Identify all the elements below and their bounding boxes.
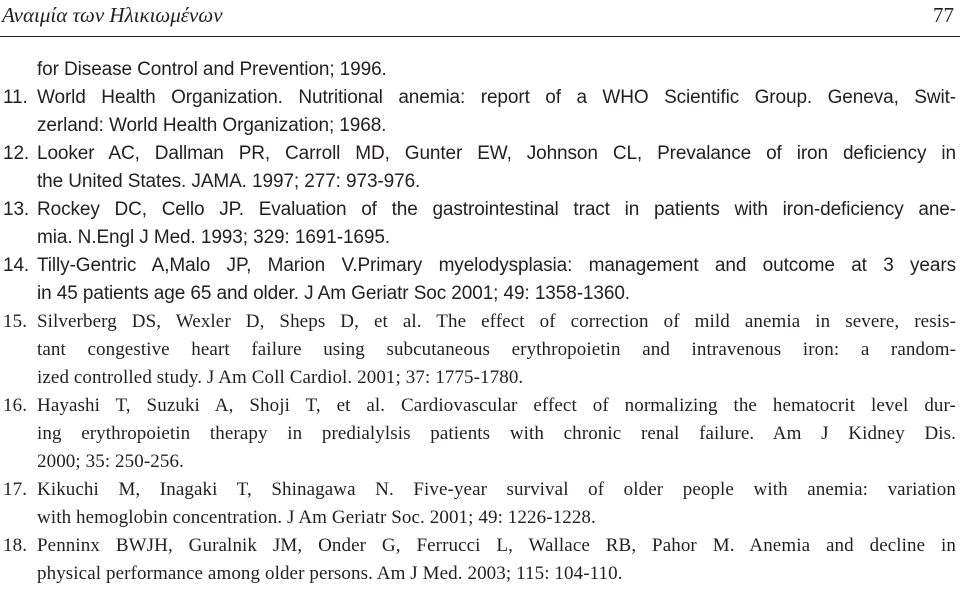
reference-number: 11. [3,87,28,108]
reference-line: ing erythropoietin therapy in predialylsis patients with chronic renal failure. Am J Kidney Dis. [37,423,956,444]
reference-item [0,140,956,196]
reference-text: World Health Organization. Nutritional anemia: report of a WHO Scientific Group. Geneva, Swit- [37,87,956,108]
running-header [0,0,960,37]
reference-item [0,308,956,392]
reference-line: zerland: World Health Organization; 1968. [37,115,387,136]
reference-text: Silverberg DS, Wexler D, Sheps D, et al. The effect of correction of mild anemia in severe, resis- [37,311,956,332]
reference-line: in 45 patients age 65 and older. J Am Geriatr Soc 2001; 49: 1358-1360. [37,283,630,304]
reference-line: tant congestive heart failure using subcutaneous erythropoietin and intravenous iron: a random- [37,339,956,360]
running-title: Αναιμία των Ηλικιωμένων [2,3,223,27]
reference-text: Hayashi T, Suzuki A, Shoji T, et al. Cardiovascular effect of normalizing the hematocrit level dur- [37,395,956,416]
reference-text: Kikuchi M, Inagaki T, Shinagawa N. Five-year survival of older people with anemia: variation [37,479,956,500]
reference-item [0,476,956,532]
reference-number: 15. [3,311,28,332]
reference-line: 2000; 35: 250-256. [37,451,184,472]
reference-line [0,84,956,112]
reference-text: Tilly-Gentric A,Malo JP, Marion V.Primary myelodysplasia: management and outcome at 3 years [37,255,956,276]
reference-item [0,196,956,252]
reference-text: Rockey DC, Cello JP. Evaluation of the gastrointestinal tract in patients with iron-deficiency ane- [37,199,956,220]
reference-item [0,532,956,588]
reference-number: 18. [3,535,28,556]
reference-line [0,308,956,336]
reference-item [0,392,956,476]
reference-line: the United States. JAMA. 1997; 277: 973-976. [37,171,421,192]
reference-number: 17. [3,479,28,500]
reference-line [0,476,956,504]
page-number: 77 [933,3,954,27]
reference-item [0,84,956,140]
reference-line [0,252,956,280]
reference-item [0,56,956,84]
reference-line: with hemoglobin concentration. J Am Geriatr Soc. 2001; 49: 1226-1228. [37,507,596,528]
reference-number: 14. [3,255,30,276]
reference-line [0,140,956,168]
reference-list [0,56,956,588]
reference-number: 12. [3,143,30,164]
reference-line: ized controlled study. J Am Coll Cardiol. 2001; 37: 1775-1780. [37,367,524,388]
reference-line: for Disease Control and Prevention; 1996. [37,59,387,80]
reference-line [0,196,956,224]
reference-number: 13. [3,199,30,220]
reference-line: mia. N.Engl J Med. 1993; 329: 1691-1695. [37,227,391,248]
reference-item [0,252,956,308]
reference-text: Looker AC, Dallman PR, Carroll MD, Gunter EW, Johnson CL, Prevalance of iron deficiency in [37,143,956,164]
reference-text: Penninx BWJH, Guralnik JM, Onder G, Ferrucci L, Wallace RB, Pahor M. Anemia and decline in [37,535,956,556]
reference-line [0,532,956,560]
reference-line: physical performance among older persons. Am J Med. 2003; 115: 104-110. [37,563,623,584]
reference-number: 16. [3,395,28,416]
reference-line [0,392,956,420]
